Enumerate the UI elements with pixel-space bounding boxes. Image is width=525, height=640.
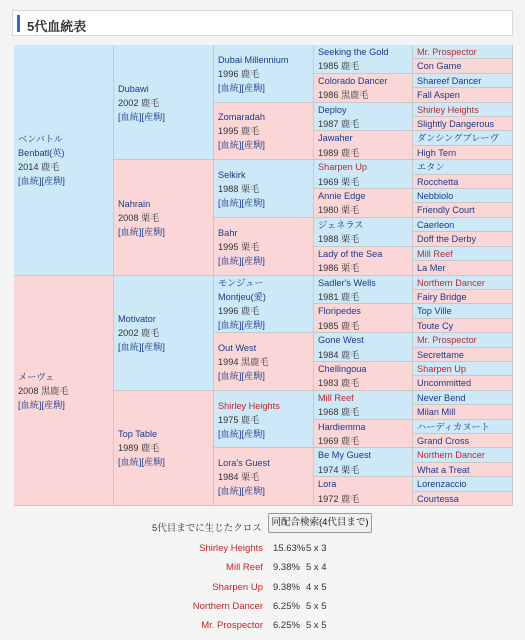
horse-name-link[interactable]: Colorado Dancer [318,75,388,86]
horse-name-link[interactable]: Top Ville [417,306,452,317]
horse-name-link[interactable]: Dubawi [118,83,149,94]
pedigree-cell-gen5 [413,203,513,217]
horse-name-link[interactable]: ジェネラス [318,219,364,230]
pedigree-cell-gen5 [413,232,513,246]
pedigree-cell-gen4 [314,189,413,218]
pedigree-offspring-links[interactable]: [血統][産駒] [18,399,65,410]
pedigree-cell-gen4 [314,333,413,362]
pedigree-cell-gen4 [314,103,413,132]
pedigree-cell-gen4 [314,45,413,74]
horse-name-link[interactable]: Be My Guest [318,450,372,461]
pedigree-cell-gen4 [314,391,413,420]
pedigree-cell-gen5 [413,146,513,160]
horse-name-link[interactable]: Deploy [318,104,347,115]
pedigree-offspring-links[interactable]: [血統][産駒] [118,342,165,353]
horse-name-link[interactable]: Caerleon [417,219,455,230]
pedigree-offspring-links[interactable]: [血統][産駒] [218,486,265,497]
pedigree-cell-gen4 [314,276,413,305]
pedigree-cell-gen2 [114,276,214,391]
pedigree-cell-gen5 [413,218,513,232]
horse-name-link[interactable]: Friendly Court [417,205,475,216]
pedigree-offspring-links[interactable]: [血統][産駒] [118,111,165,122]
cross-horse-link[interactable]: Mr. Prospector [201,620,263,632]
pedigree-cell-gen4 [314,160,413,189]
horse-year-color: 1988 栗毛 [318,234,360,245]
horse-name-link[interactable]: Doff the Derby [417,234,477,245]
pedigree-cell-gen5 [413,376,513,390]
pedigree-cell-gen5 [413,175,513,189]
horse-year-color: 1996 鹿毛 [218,68,260,79]
horse-name-link[interactable]: What a Treat [417,464,470,475]
horse-name-link[interactable]: Lady of the Sea [318,248,383,259]
horse-year-color: 1968 鹿毛 [318,407,360,418]
horse-year-color: 1989 鹿毛 [318,147,360,158]
cross-percent: 15.63% [273,543,306,554]
pedigree-offspring-links[interactable]: [血統][産駒] [18,176,65,187]
horse-info [18,132,111,188]
pedigree-cell-gen5 [413,319,513,333]
horse-name-link[interactable]: Rocchetta [417,176,459,187]
horse-name-link[interactable]: Selkirk [218,170,246,181]
horse-name-link[interactable]: Courtessa [417,493,459,504]
horse-name-link[interactable]: Nahrain [118,198,151,209]
cross-row [0,562,525,576]
horse-name-link[interactable]: Northern Dancer [417,277,485,288]
horse-name-link[interactable]: Northern Dancer [417,450,485,461]
horse-name-link[interactable]: Never Bend [417,392,466,403]
horse-name-link[interactable]: Out West [218,342,257,353]
horse-name-link[interactable]: Chellingoua [318,363,367,374]
horse-year-color: 1987 鹿毛 [318,119,360,130]
section-header [12,10,513,36]
horse-name-link[interactable]: ハーディカヌート [417,421,490,432]
horse-name-link[interactable]: Dubai Millennium [218,54,289,65]
horse-alt-name: Benbatl(英) [18,148,65,159]
cross-percent: 9.38% [273,562,300,574]
pedigree-cell-gen3 [214,103,314,161]
horse-info [118,312,211,354]
horse-name-link[interactable]: Motivator [118,314,156,325]
pedigree-cell-gen5 [413,276,513,290]
horse-name-link[interactable]: Sadler's Wells [318,277,376,288]
pedigree-cell-gen5 [413,448,513,462]
pedigree-cell-gen3 [214,448,314,506]
horse-info [318,391,410,420]
horse-name-link[interactable]: Lorenzaccio [417,479,467,490]
horse-name-link[interactable]: エタン [417,162,445,173]
cross-generations: 5 x 4 [306,562,327,574]
pedigree-cell-gen2 [114,391,214,506]
pedigree-cell-gen4 [314,247,413,276]
horse-name-link[interactable]: Fairy Bridge [417,291,467,302]
horse-name-link[interactable]: Secrettame [417,349,464,360]
horse-info [318,45,410,74]
horse-name-link[interactable]: Lora [318,479,337,490]
horse-name-link[interactable]: Mill Reef [417,248,453,259]
pedigree-cell-gen5 [413,160,513,174]
horse-info [118,197,211,239]
horse-name-link[interactable]: Uncommitted [417,378,472,389]
cross-horse-link[interactable]: Mill Reef [226,562,263,574]
horse-year-color: 2014 鹿毛 [18,162,60,173]
pedigree-table [14,45,513,506]
horse-info [218,226,311,268]
horse-info [218,341,311,383]
page-title: 5代血統表 [27,19,87,34]
pedigree-offspring-links[interactable]: [血統][産駒] [218,428,265,439]
horse-name-link[interactable]: Seeking the Gold [318,47,389,57]
horse-info [218,276,311,332]
pedigree-cell-gen5 [413,420,513,434]
horse-name-link[interactable]: Mr. Prospector [417,47,477,57]
horse-name-link[interactable]: ダンシングブレーヴ [417,133,499,144]
pedigree-cell-gen5 [413,131,513,145]
horse-name-link[interactable]: Mill Reef [318,392,354,403]
horse-name-link[interactable]: Grand Cross [417,435,470,446]
horse-name-link[interactable]: ベンバトル [18,134,64,145]
cross-generations: 5 x 3 [306,543,327,554]
horse-name-link[interactable]: メーヴェ [18,371,55,382]
horse-name-link[interactable]: Toute Cy [417,320,454,331]
horse-alt-name: Montjeu(愛) [218,292,266,303]
cross-percent: 6.25% [273,620,300,632]
cross-row [0,601,525,615]
horse-info [118,82,211,124]
horse-year-color: 1988 栗毛 [218,184,260,195]
horse-name-link[interactable]: Shareef Dancer [417,75,482,86]
horse-year-color: 1986 栗毛 [318,263,360,274]
horse-name-link[interactable]: Shirley Heights [417,104,479,115]
horse-info [318,103,410,132]
horse-year-color: 1995 鹿毛 [218,126,260,137]
cross-percent: 9.38% [273,581,300,593]
pedigree-cell-gen3 [214,391,314,449]
horse-name-link[interactable]: High Tern [417,147,457,158]
pedigree-offspring-links[interactable]: [血統][産駒] [218,82,265,93]
pedigree-cell-gen4 [314,477,413,506]
horse-year-color: 1994 黒鹿毛 [218,356,269,367]
pedigree-cell-gen1 [14,45,114,276]
pedigree-cell-gen5 [413,189,513,203]
horse-info [218,110,311,152]
horse-year-color: 1969 栗毛 [318,176,360,187]
horse-info [218,53,311,95]
horse-name-link[interactable]: Shirley Heights [218,400,280,411]
horse-name-link[interactable]: Zomaradah [218,112,265,123]
cross-row [0,582,525,596]
pedigree-cell-gen5 [413,492,513,506]
pedigree-cell-gen5 [413,391,513,405]
horse-year-color: 1969 鹿毛 [318,435,360,446]
horse-info [318,247,410,276]
pedigree-cell-gen5 [413,348,513,362]
pedigree-cell-gen5 [413,463,513,477]
horse-info [318,276,410,305]
horse-year-color: 1984 栗毛 [218,472,260,483]
horse-year-color: 1975 鹿毛 [218,414,260,425]
horse-info [318,218,410,247]
horse-year-color: 1996 鹿毛 [218,306,260,317]
horse-info [318,477,410,506]
cross-percent: 6.25% [273,600,300,612]
horse-year-color: 1972 鹿毛 [318,493,360,504]
horse-info [318,131,410,160]
horse-name-link[interactable]: Sharpen Up [318,162,368,173]
horse-year-color: 1985 鹿毛 [318,320,360,331]
pedigree-cell-gen5 [413,247,513,261]
pedigree-cell-gen5 [413,103,513,117]
cross-generations: 5 x 5 [306,600,327,612]
horse-info [218,399,311,441]
pedigree-cell-gen4 [314,420,413,449]
pedigree-cell-gen3 [214,333,314,391]
horse-info [218,456,311,498]
pedigree-offspring-links[interactable]: [血統][産駒] [218,140,265,151]
pedigree-cell-gen5 [413,117,513,131]
horse-name-link[interactable]: Gone West [318,335,364,346]
horse-info [318,448,410,477]
cross-row [0,543,525,557]
horse-year-color: 2008 栗毛 [118,212,160,223]
pedigree-offspring-links[interactable]: [血統][産駒] [118,226,165,237]
horse-name-link[interactable]: La Mer [417,263,446,274]
horse-year-color: 1985 鹿毛 [318,61,360,72]
horse-year-color: 1986 黒鹿毛 [318,90,369,101]
pedigree-cell-gen4 [314,74,413,103]
horse-info [318,420,410,449]
pedigree-cell-gen3 [214,276,314,334]
horse-name-link[interactable]: Bahr [218,227,238,238]
horse-year-color: 1995 栗毛 [218,241,260,252]
pedigree-cell-gen3 [214,45,314,103]
pedigree-offspring-links[interactable]: [血統][産駒] [218,320,265,331]
header-accent-bar [17,15,20,32]
pedigree-offspring-links[interactable]: [血統][産駒] [218,370,265,381]
horse-info [318,362,410,391]
pedigree-cell-gen4 [314,362,413,391]
cross-horse-link[interactable]: Sharpen Up [212,581,263,593]
horse-info [318,304,410,333]
horse-info [18,370,111,412]
pedigree-offspring-links[interactable]: [血統][産駒] [218,198,265,209]
pedigree-cell-gen5 [413,434,513,448]
horse-info [318,189,410,218]
pedigree-cell-gen5 [413,290,513,304]
pedigree-cell-gen5 [413,405,513,419]
horse-name-link[interactable]: Hardiemma [318,421,366,432]
pedigree-cell-gen4 [314,218,413,247]
horse-name-link[interactable]: Mr. Prospector [417,335,477,346]
cross-generations: 4 x 5 [306,581,327,593]
horse-name-link[interactable]: Top Table [118,429,158,440]
horse-year-color: 2002 鹿毛 [118,97,160,108]
cross-generations: 5 x 5 [306,620,327,632]
pedigree-cell-gen5 [413,88,513,102]
cross-row [0,620,525,634]
horse-name-link[interactable]: Nebbiolo [417,191,454,202]
pedigree-cell-gen5 [413,304,513,318]
horse-year-color: 2008 黒鹿毛 [18,385,69,396]
pedigree-cell-gen5 [413,45,513,59]
pedigree-cell-gen4 [314,304,413,333]
horse-name-link[interactable]: Fall Aspen [417,90,460,101]
pedigree-offspring-links[interactable]: [血統][産駒] [218,255,265,266]
pedigree-cell-gen3 [214,160,314,218]
cross-horse-link[interactable]: Shirley Heights [199,543,263,554]
horse-name-link[interactable]: Annie Edge [318,191,366,202]
cross-label: 5代目までに生じたクロス [152,523,262,534]
pedigree-cell-gen2 [114,45,214,160]
horse-name-link[interactable]: モンジュー [218,278,264,289]
horse-year-color: 1984 鹿毛 [318,349,360,360]
pedigree-cell-gen4 [314,448,413,477]
horse-year-color: 1974 栗毛 [318,464,360,475]
horse-name-link[interactable]: Con Game [417,61,462,72]
pedigree-cell-gen5 [413,362,513,376]
pedigree-cell-gen5 [413,477,513,491]
horse-name-link[interactable]: Sharpen Up [417,363,467,374]
horse-year-color: 1983 鹿毛 [318,378,360,389]
similar-mating-search-button[interactable]: 同配合検索(4代目まで) [268,513,372,533]
pedigree-cell-gen4 [314,131,413,160]
cross-horse-link[interactable]: Northern Dancer [192,600,263,612]
horse-info [318,333,410,362]
horse-year-color: 1989 鹿毛 [118,443,160,454]
pedigree-offspring-links[interactable]: [血統][産駒] [118,457,165,468]
horse-name-link[interactable]: Milan Mill [417,407,456,418]
pedigree-cell-gen1 [14,276,114,507]
horse-info [218,168,311,210]
horse-name-link[interactable]: Jawaher [318,133,353,144]
pedigree-cell-gen3 [214,218,314,276]
horse-name-link[interactable]: Floripedes [318,306,361,317]
pedigree-cell-gen2 [114,160,214,275]
pedigree-cell-gen5 [413,333,513,347]
horse-info [318,74,410,103]
horse-year-color: 2002 鹿毛 [118,328,160,339]
horse-year-color: 1981 鹿毛 [318,291,360,302]
pedigree-cell-gen5 [413,261,513,275]
horse-info [118,427,211,469]
pedigree-cell-gen5 [413,74,513,88]
horse-year-color: 1980 栗毛 [318,205,360,216]
horse-name-link[interactable]: Lora's Guest [218,458,270,469]
horse-name-link[interactable]: Slightly Dangerous [417,119,495,130]
horse-info [318,160,410,189]
pedigree-cell-gen5 [413,59,513,73]
